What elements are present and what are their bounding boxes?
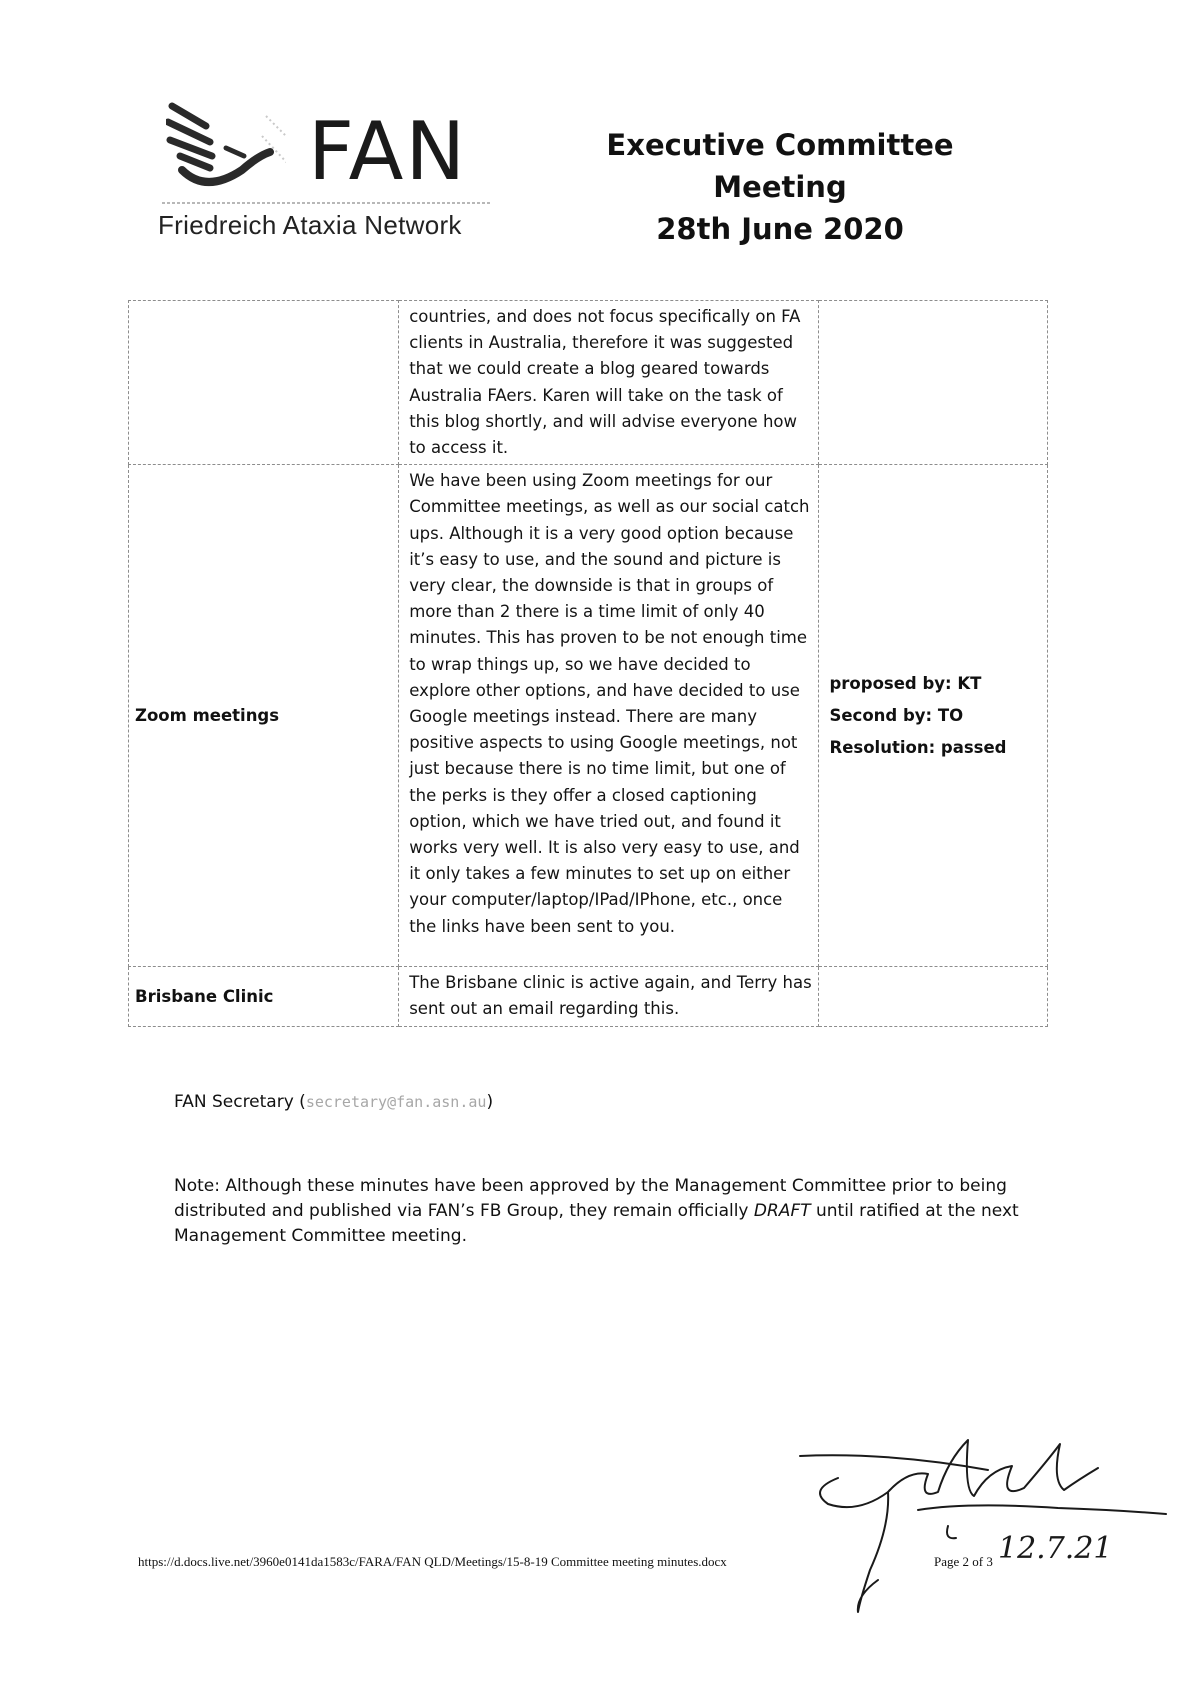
signature <box>798 1430 1168 1620</box>
table-row <box>129 465 1048 967</box>
second-by: Second by: TO <box>829 705 964 725</box>
secretary-close: ) <box>486 1092 494 1112</box>
proposed-by: proposed by: KT <box>829 673 982 693</box>
resolution-cell <box>819 465 1048 967</box>
page-number: Page 2 of 3 <box>934 1554 993 1569</box>
fan-logo <box>158 92 498 252</box>
draft-note <box>174 1174 1034 1249</box>
note-draft: DRAFT <box>753 1201 811 1221</box>
resolution-status: Resolution: passed <box>829 737 1007 757</box>
minutes-table <box>128 300 1048 1027</box>
topic-cell <box>129 301 399 465</box>
logo-wordmark: FAN <box>308 105 468 198</box>
logo-divider <box>162 202 492 204</box>
discussion-text: countries, and does not focus specifically on FA clients in Australia, therefore it was suggested that we could create a blog geared towards Australia FAers. Karen will take on the task of this blog shortly, and will advise everyone how to access it. <box>409 307 801 458</box>
secretary-email-link[interactable]: secretary@fan.asn.au <box>305 1093 487 1111</box>
resolution-cell <box>819 301 1048 465</box>
page-title <box>550 124 1010 250</box>
discussion-cell <box>399 465 819 967</box>
resolution-cell <box>819 967 1048 1026</box>
topic-cell <box>129 967 399 1026</box>
topic-label: Brisbane Clinic <box>135 986 274 1006</box>
document-path: https://d.docs.live.net/3960e0141da1583c/FARA/FAN QLD/Meetings/15-8-19 Committee meeting minutes.docx <box>138 1554 727 1569</box>
discussion-cell <box>399 967 819 1026</box>
topic-label: Zoom meetings <box>135 706 280 726</box>
title-line-2: 28th June 2020 <box>656 212 904 246</box>
hand-logo-icon <box>166 96 286 196</box>
table-row <box>129 301 1048 465</box>
table-row <box>129 967 1048 1026</box>
discussion-cell <box>399 301 819 465</box>
signature-date: 12.7.21 <box>998 1531 1113 1566</box>
discussion-text: The Brisbane clinic is active again, and Terry has sent out an email regarding this. <box>409 973 812 1019</box>
secretary-contact <box>174 1092 493 1112</box>
discussion-text: We have been using Zoom meetings for our Committee meetings, as well as our social catch ups. Although it is a very good option because it’s easy to use, and the sound and picture is very clear, the downside is that in groups of more than 2 there is a time limit of only 40 minutes. This has proven to be not enough time to wrap things up, so we have decided to explore other options, and have decided to use Google meetings instead. There are many positive aspects to using Google meetings, not just because there is no time limit, but one of the perks is they offer a closed captioning option, which we have tried out, and found it works very well. It is also very easy to use, and it only takes a few minutes to set up on either your computer/laptop/IPad/IPhone, etc., once the links have been sent to you. <box>409 471 810 936</box>
organisation-name: Friedreich Ataxia Network <box>158 210 462 240</box>
title-line-1: Executive Committee Meeting <box>606 128 954 204</box>
note-prefix: Note: Although these minutes have been approved by the Management Committee prior to being distributed and published via FAN’s FB Group, they remain officially <box>174 1176 1007 1221</box>
topic-cell <box>129 465 399 967</box>
note-suffix: until ratified at the next Management Committee meeting. <box>174 1201 1019 1246</box>
secretary-label: FAN Secretary ( <box>174 1092 306 1112</box>
